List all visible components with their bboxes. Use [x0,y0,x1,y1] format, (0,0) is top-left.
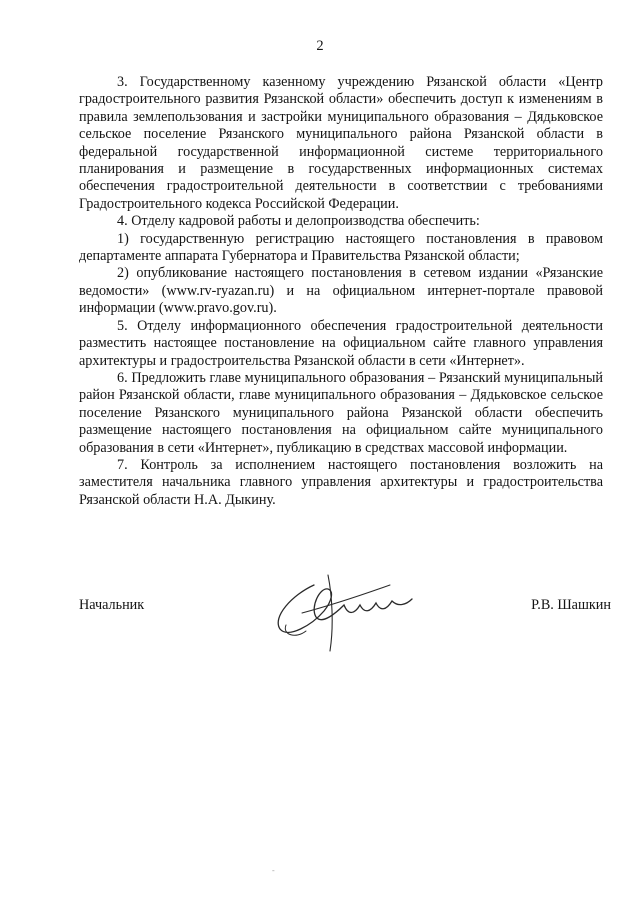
paragraph-7: 7. Контроль за исполнением настоящего постановления возложить на заместителя начальника главного управления архитектуры и градостроительства Рязанской области Н.А. Дыкину. [79,456,603,508]
paragraph-3: 3. Государственному казенному учреждению Рязанской области «Центр градостроительного развития Рязанской области» обеспечить доступ к изменениям в правила землепользования и застройки муниципального образования – Дядьковское сельское поселение Рязанского муниципального района Рязанской области в федеральной государственной информационной системе территориального планирования и размещение в государственных информационных системах обеспечения градостроительной деятельности в соответствии с требованиями Градостроительного кодекса Российской Федерации. [79,74,603,212]
signer-name: Р.В. Шашкин [531,597,611,613]
handwritten-signature [262,555,422,655]
page-number: 2 [316,38,324,54]
document-body [79,74,603,509]
paragraph-4-item-1: 1) государственную регистрацию настоящего постановления в правовом департаменте аппарата Губернатора и Правительства Рязанской области; [79,230,603,265]
paragraph-4: 4. Отделу кадровой работы и делопроизводства обеспечить: [117,213,480,230]
footer-mark: - [272,866,275,875]
paragraph-4-item-2: 2) опубликование настоящего постановления в сетевом издании «Рязанские ведомости» (www.rv-ryazan.ru) и на официальном интернет-портале правовой информации (www.pravo.gov.ru). [79,265,603,317]
paragraph-5: 5. Отделу информационного обеспечения градостроительной деятельности разместить настоящее постановление на официальном сайте главного управления архитектуры и градостроительства Рязанской области в сети «Интернет». [79,317,603,369]
signer-title: Начальник [79,597,145,613]
paragraph-6: 6. Предложить главе муниципального образования – Рязанский муниципальный район Рязанской области, главе муниципального образования – Дядьковское сельское поселение Рязанского муниципального района Рязанской области обеспечить размещение настоящего постановления на официальном сайте муниципального образования в сети «Интернет», публикацию в средствах массовой информации. [79,369,603,456]
